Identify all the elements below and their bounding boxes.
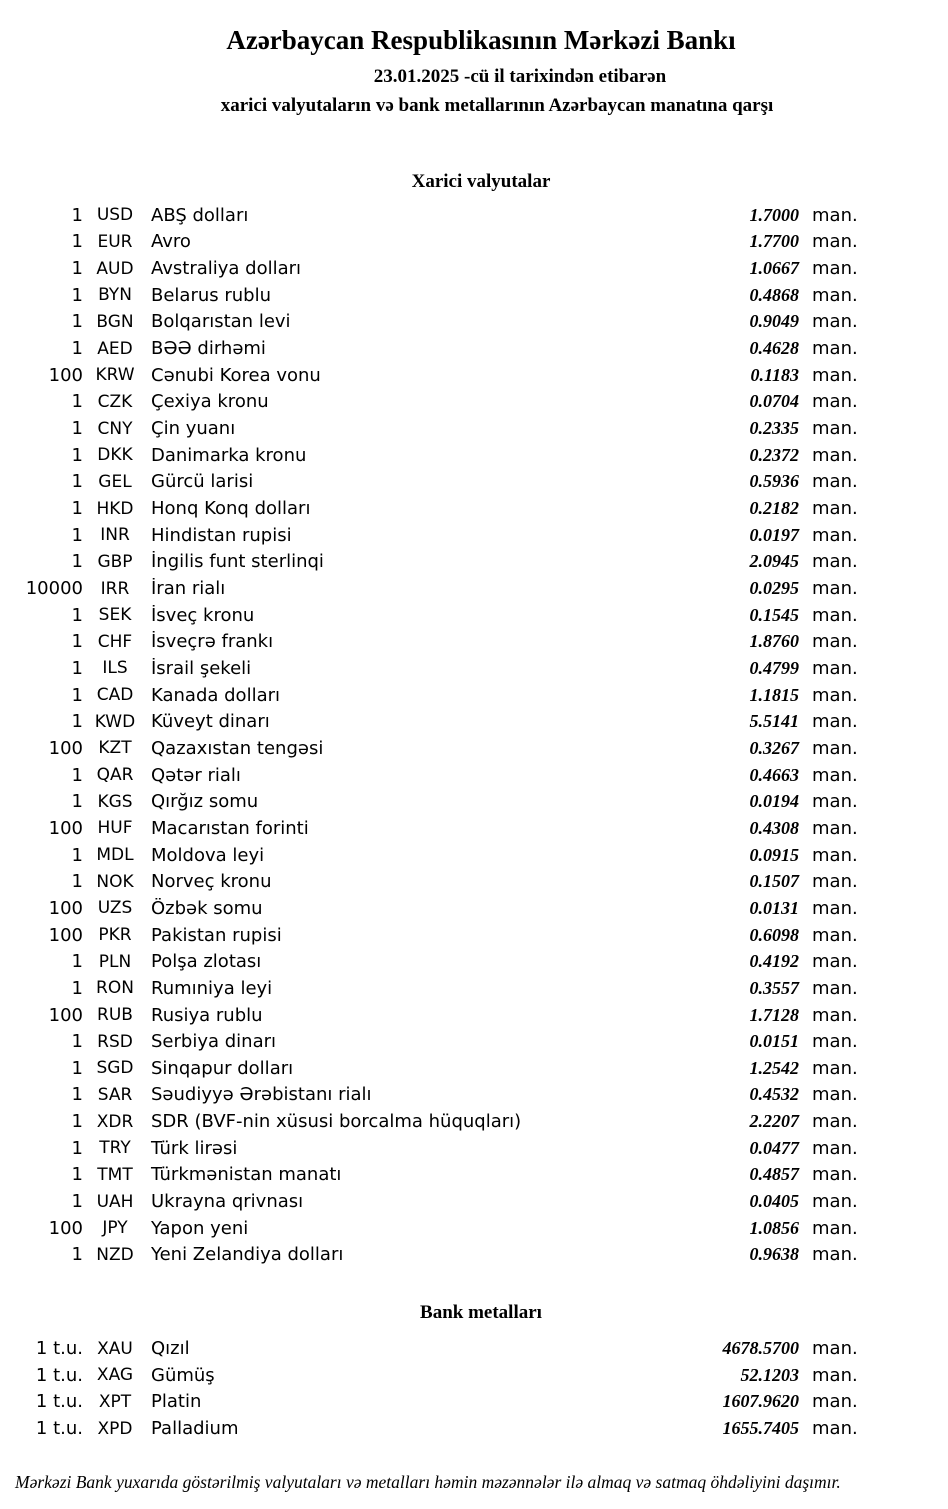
- currency-name: Pakistan rupisi: [151, 924, 282, 946]
- currency-code: INR: [100, 525, 130, 546]
- unit-label: man.: [812, 657, 858, 679]
- rate-row: [0, 1028, 948, 1055]
- row-quantity: 1: [71, 284, 83, 306]
- row-quantity: 1: [71, 604, 83, 626]
- row-quantity: 1: [71, 444, 83, 466]
- unit-label: man.: [812, 817, 858, 839]
- rate-row: [0, 549, 948, 576]
- currency-code: HUF: [97, 818, 133, 839]
- currency-name: Kanada dolları: [151, 684, 281, 706]
- currency-name: Ukrayna qrivnası: [151, 1191, 304, 1213]
- unit-label: man.: [812, 551, 858, 573]
- row-quantity: 1: [71, 684, 83, 706]
- rate-value: 0.1507: [749, 871, 799, 892]
- currencies-section-heading: Xarici valyutalar: [411, 171, 551, 192]
- currency-code: XDR: [96, 1111, 134, 1132]
- rate-row: [0, 1335, 948, 1362]
- currency-name: Gümüş: [151, 1364, 215, 1386]
- currency-name: Danimarka kronu: [151, 444, 307, 466]
- rate-value: 1.2542: [749, 1057, 799, 1078]
- currency-name: Polşa zlotası: [151, 951, 262, 973]
- currency-name: İsveç kronu: [151, 604, 255, 626]
- row-quantity: 1: [71, 791, 83, 813]
- page-subtitle: xarici valyutaların və bank metallarının Azərbaycan manatına qarşı: [220, 95, 774, 116]
- rate-value: 0.4857: [749, 1164, 799, 1185]
- currency-code: CNY: [97, 418, 133, 439]
- rate-value: 0.3267: [749, 737, 799, 758]
- currency-name: ABŞ dolları: [151, 204, 249, 226]
- unit-label: man.: [812, 418, 858, 440]
- currency-code: IRR: [100, 578, 130, 599]
- currency-code: SGD: [96, 1058, 134, 1079]
- unit-label: man.: [812, 391, 858, 413]
- currency-code: BYN: [98, 285, 132, 306]
- unit-label: man.: [812, 1217, 858, 1239]
- unit-label: man.: [812, 498, 858, 520]
- currency-code: EUR: [97, 231, 133, 252]
- currency-name: Səudiyyə Ərəbistanı rialı: [151, 1084, 372, 1106]
- unit-label: man.: [812, 524, 858, 546]
- unit-label: man.: [812, 844, 858, 866]
- unit-label: man.: [812, 1084, 858, 1106]
- currency-code: CZK: [97, 391, 133, 412]
- unit-label: man.: [812, 631, 858, 653]
- unit-label: man.: [812, 764, 858, 786]
- rate-value: 52.1203: [740, 1364, 799, 1385]
- unit-label: man.: [812, 1418, 858, 1440]
- currency-code: AED: [97, 338, 133, 359]
- currency-name: Serbiya dinarı: [151, 1031, 276, 1053]
- currency-code: PKR: [98, 925, 132, 946]
- unit-label: man.: [812, 578, 858, 600]
- rate-row: [0, 895, 948, 922]
- currency-name: Küveyt dinarı: [151, 711, 270, 733]
- row-quantity: 1: [71, 391, 83, 413]
- row-quantity: 1: [71, 311, 83, 333]
- rate-value: 0.0295: [749, 578, 799, 599]
- row-quantity: 1: [71, 1057, 83, 1079]
- row-quantity: 1: [71, 764, 83, 786]
- rate-row: [0, 309, 948, 336]
- rate-value: 1.0856: [749, 1217, 799, 1238]
- row-quantity: 100: [48, 1217, 83, 1239]
- row-quantity: 1: [71, 1164, 83, 1186]
- rate-row: [0, 575, 948, 602]
- rate-row: [0, 335, 948, 362]
- currency-code: ILS: [102, 658, 128, 679]
- currency-code: DKK: [97, 445, 133, 466]
- rate-row: [0, 1002, 948, 1029]
- rate-value: 0.5936: [749, 471, 799, 492]
- rate-value: 1.7000: [749, 204, 799, 225]
- rate-row: [0, 868, 948, 895]
- currency-name: Qətər rialı: [151, 764, 241, 786]
- rate-value: 0.2372: [749, 444, 799, 465]
- rate-row: [0, 229, 948, 256]
- rate-value: 4678.5700: [722, 1338, 799, 1359]
- currency-code: RSD: [97, 1031, 133, 1052]
- rate-row: [0, 202, 948, 229]
- unit-label: man.: [812, 604, 858, 626]
- unit-label: man.: [812, 1137, 858, 1159]
- row-quantity: 1: [71, 711, 83, 733]
- rate-value: 0.4308: [749, 817, 799, 838]
- rate-row: [0, 442, 948, 469]
- rate-value: 0.9638: [749, 1244, 799, 1265]
- currency-name: İsveçrə frankı: [151, 631, 274, 653]
- unit-label: man.: [812, 684, 858, 706]
- currency-name: BƏƏ dirhəmi: [151, 338, 266, 360]
- currency-code: RUB: [97, 1005, 133, 1026]
- currency-code: AUD: [96, 258, 134, 279]
- currency-code: GEL: [98, 471, 132, 492]
- rate-row: [0, 788, 948, 815]
- rate-row: [0, 735, 948, 762]
- row-quantity: 10000: [25, 578, 83, 600]
- currency-name: Sinqapur dolları: [151, 1057, 294, 1079]
- currency-code: XPD: [97, 1418, 133, 1439]
- rate-value: 0.4663: [749, 764, 799, 785]
- row-quantity: 1: [71, 338, 83, 360]
- unit-label: man.: [812, 1191, 858, 1213]
- rate-row: [0, 495, 948, 522]
- metals-section-heading: Bank metalları: [420, 1302, 542, 1324]
- unit-label: man.: [812, 737, 858, 759]
- rate-value: 2.0945: [749, 551, 799, 572]
- unit-label: man.: [812, 924, 858, 946]
- row-quantity: 1: [71, 1111, 83, 1133]
- currencies-table: [0, 202, 948, 1268]
- rate-row: [0, 415, 948, 442]
- rate-value: 0.1183: [750, 364, 799, 385]
- row-quantity: 1: [71, 498, 83, 520]
- currency-code: SAR: [97, 1084, 133, 1105]
- rate-row: [0, 655, 948, 682]
- row-quantity: 100: [48, 1004, 83, 1026]
- rate-row: [0, 1415, 948, 1442]
- row-quantity: 1: [71, 951, 83, 973]
- rate-value: 0.9049: [749, 311, 799, 332]
- unit-label: man.: [812, 1364, 858, 1386]
- rate-value: 0.0477: [749, 1137, 799, 1158]
- rate-row: [0, 1162, 948, 1189]
- rate-value: 0.1545: [749, 604, 799, 625]
- unit-label: man.: [812, 1031, 858, 1053]
- currency-name: Yeni Zelandiya dolları: [151, 1244, 344, 1266]
- rate-row: [0, 1135, 948, 1162]
- rate-row: [0, 1389, 948, 1416]
- currency-code: HKD: [96, 498, 134, 519]
- rate-row: [0, 629, 948, 656]
- rate-value: 0.4868: [749, 284, 799, 305]
- currency-code: XAU: [97, 1338, 133, 1359]
- row-quantity: 1: [71, 551, 83, 573]
- currency-name: Norveç kronu: [151, 871, 272, 893]
- unit-label: man.: [812, 897, 858, 919]
- currency-name: Yapon yeni: [151, 1217, 249, 1239]
- row-quantity: 1: [71, 524, 83, 546]
- rate-value: 0.3557: [749, 977, 799, 998]
- currency-code: CAD: [96, 685, 134, 706]
- rate-value: 0.0151: [749, 1031, 799, 1052]
- rate-value: 1.7128: [749, 1004, 799, 1025]
- currency-name: Gürcü larisi: [151, 471, 254, 493]
- unit-label: man.: [812, 311, 858, 333]
- rate-value: 1.8760: [749, 631, 799, 652]
- rate-row: [0, 948, 948, 975]
- unit-label: man.: [812, 977, 858, 999]
- currency-name: Macarıstan forinti: [151, 817, 309, 839]
- row-quantity: 1: [71, 1084, 83, 1106]
- currency-name: Türk lirəsi: [151, 1137, 238, 1159]
- currency-code: JPY: [102, 1218, 128, 1239]
- row-quantity: 100: [48, 364, 83, 386]
- row-quantity: 1: [71, 631, 83, 653]
- unit-label: man.: [812, 1004, 858, 1026]
- rate-value: 0.0131: [749, 897, 799, 918]
- currency-code: UAH: [96, 1191, 134, 1212]
- rate-value: 0.6098: [749, 924, 799, 945]
- currency-name: Çin yuanı: [151, 418, 236, 440]
- row-quantity: 100: [48, 897, 83, 919]
- rate-row: [0, 282, 948, 309]
- row-quantity: 1: [71, 204, 83, 226]
- currency-name: İran rialı: [151, 578, 226, 600]
- unit-label: man.: [812, 204, 858, 226]
- effective-date-line: 23.01.2025 -cü il tarixindən etibarən: [373, 66, 667, 87]
- unit-label: man.: [812, 1391, 858, 1413]
- currency-code: TMT: [97, 1164, 133, 1185]
- row-quantity: 1: [71, 471, 83, 493]
- rate-value: 1607.9620: [722, 1391, 799, 1412]
- page-title: Azərbaycan Respublikasının Mərkəzi Bankı: [226, 25, 736, 55]
- rate-row: [0, 469, 948, 496]
- currency-name: İsrail şekeli: [151, 657, 252, 679]
- unit-label: man.: [812, 444, 858, 466]
- row-quantity: 1: [71, 1137, 83, 1159]
- currency-code: CHF: [97, 631, 133, 652]
- rate-value: 5.5141: [749, 711, 799, 732]
- rate-value: 0.4192: [749, 951, 799, 972]
- unit-label: man.: [812, 338, 858, 360]
- currency-name: Moldova leyi: [151, 844, 265, 866]
- row-quantity: 1 t.u.: [35, 1364, 83, 1386]
- unit-label: man.: [812, 951, 858, 973]
- currency-code: UZS: [97, 898, 133, 919]
- rate-value: 0.2182: [749, 498, 799, 519]
- row-quantity: 1: [71, 844, 83, 866]
- currency-code: KZT: [98, 738, 132, 759]
- unit-label: man.: [812, 364, 858, 386]
- currency-code: GBP: [97, 551, 133, 572]
- row-quantity: 1: [71, 231, 83, 253]
- currency-name: Belarus rublu: [151, 284, 272, 306]
- rate-row: [0, 1362, 948, 1389]
- rate-row: [0, 1215, 948, 1242]
- rate-value: 1655.7405: [722, 1418, 799, 1439]
- currency-name: Avstraliya dolları: [151, 258, 302, 280]
- currency-name: Çexiya kronu: [151, 391, 269, 413]
- row-quantity: 1: [71, 977, 83, 999]
- unit-label: man.: [812, 711, 858, 733]
- row-quantity: 1: [71, 1191, 83, 1213]
- currency-code: RON: [96, 978, 134, 999]
- row-quantity: 1: [71, 418, 83, 440]
- unit-label: man.: [812, 791, 858, 813]
- rate-value: 0.0915: [749, 844, 799, 865]
- rate-row: [0, 389, 948, 416]
- currency-name: Özbək somu: [151, 897, 263, 919]
- rate-value: 0.4799: [749, 657, 799, 678]
- currency-name: Bolqarıstan levi: [151, 311, 291, 333]
- currency-name: Honq Konq dolları: [151, 498, 311, 520]
- rate-row: [0, 522, 948, 549]
- rate-row: [0, 708, 948, 735]
- currency-code: XPT: [98, 1391, 132, 1412]
- rate-row: [0, 1082, 948, 1109]
- unit-label: man.: [812, 1338, 858, 1360]
- currency-code: SEK: [98, 605, 132, 626]
- rate-value: 0.4532: [749, 1084, 799, 1105]
- row-quantity: 1: [71, 657, 83, 679]
- currency-name: Qazaxıstan tengəsi: [151, 737, 324, 759]
- disclaimer-note: Mərkəzi Bank yuxarıda göstərilmiş valyutaları və metalları həmin məzənnələr ilə almaq və satmaq öhdəliyini daşımır.: [15, 1471, 841, 1492]
- currency-code: TRY: [99, 1138, 131, 1159]
- rate-value: 2.2207: [749, 1111, 799, 1132]
- unit-label: man.: [812, 1057, 858, 1079]
- currency-code: XAG: [96, 1365, 134, 1386]
- rate-value: 0.0194: [749, 791, 799, 812]
- currency-code: QAR: [96, 765, 134, 786]
- rate-row: [0, 1242, 948, 1269]
- currency-name: Rusiya rublu: [151, 1004, 263, 1026]
- currency-name: Cənubi Korea vonu: [151, 364, 321, 386]
- currency-name: Platin: [151, 1391, 202, 1413]
- unit-label: man.: [812, 258, 858, 280]
- rate-row: [0, 842, 948, 869]
- unit-label: man.: [812, 1164, 858, 1186]
- currency-name: Türkmənistan manatı: [151, 1164, 342, 1186]
- currency-code: NOK: [96, 871, 134, 892]
- unit-label: man.: [812, 1111, 858, 1133]
- row-quantity: 1 t.u.: [35, 1418, 83, 1440]
- row-quantity: 100: [48, 817, 83, 839]
- row-quantity: 1: [71, 258, 83, 280]
- rate-row: [0, 362, 948, 389]
- rate-value: 1.7700: [749, 231, 799, 252]
- currency-name: Avro: [151, 231, 191, 253]
- rate-value: 0.2335: [749, 418, 799, 439]
- currency-code: MDL: [96, 845, 134, 866]
- rate-value: 0.4628: [749, 338, 799, 359]
- rate-row: [0, 922, 948, 949]
- currency-name: Hindistan rupisi: [151, 524, 292, 546]
- rate-row: [0, 815, 948, 842]
- unit-label: man.: [812, 284, 858, 306]
- rate-value: 1.0667: [749, 258, 799, 279]
- unit-label: man.: [812, 1244, 858, 1266]
- rate-row: [0, 682, 948, 709]
- unit-label: man.: [812, 231, 858, 253]
- currency-name: İngilis funt sterlinqi: [151, 551, 324, 573]
- row-quantity: 1 t.u.: [35, 1338, 83, 1360]
- rate-row: [0, 255, 948, 282]
- currency-code: KWD: [94, 711, 136, 732]
- metals-table: [0, 1335, 948, 1442]
- currency-code: NZD: [96, 1244, 134, 1265]
- currency-code: BGN: [96, 311, 134, 332]
- currency-code: USD: [96, 205, 134, 226]
- currency-name: Palladium: [151, 1418, 239, 1440]
- row-quantity: 1: [71, 1031, 83, 1053]
- currency-name: Qırğız somu: [151, 791, 259, 813]
- currency-code: KRW: [95, 365, 135, 386]
- row-quantity: 100: [48, 737, 83, 759]
- row-quantity: 1: [71, 871, 83, 893]
- currency-code: KGS: [97, 791, 133, 812]
- rate-row: [0, 975, 948, 1002]
- rate-value: 0.0197: [749, 524, 799, 545]
- currency-name: Rumıniya leyi: [151, 977, 273, 999]
- rate-row: [0, 1108, 948, 1135]
- row-quantity: 1: [71, 1244, 83, 1266]
- rate-row: [0, 1188, 948, 1215]
- rate-row: [0, 762, 948, 789]
- currency-name: Qızıl: [151, 1338, 190, 1360]
- row-quantity: 100: [48, 924, 83, 946]
- unit-label: man.: [812, 871, 858, 893]
- currency-name: SDR (BVF-nin xüsusi borcalma hüquqları): [151, 1111, 522, 1133]
- row-quantity: 1 t.u.: [35, 1391, 83, 1413]
- rate-row: [0, 1055, 948, 1082]
- rate-value: 0.0405: [749, 1191, 799, 1212]
- currency-code: PLN: [98, 951, 132, 972]
- rate-value: 1.1815: [749, 684, 799, 705]
- unit-label: man.: [812, 471, 858, 493]
- rate-value: 0.0704: [749, 391, 799, 412]
- rate-row: [0, 602, 948, 629]
